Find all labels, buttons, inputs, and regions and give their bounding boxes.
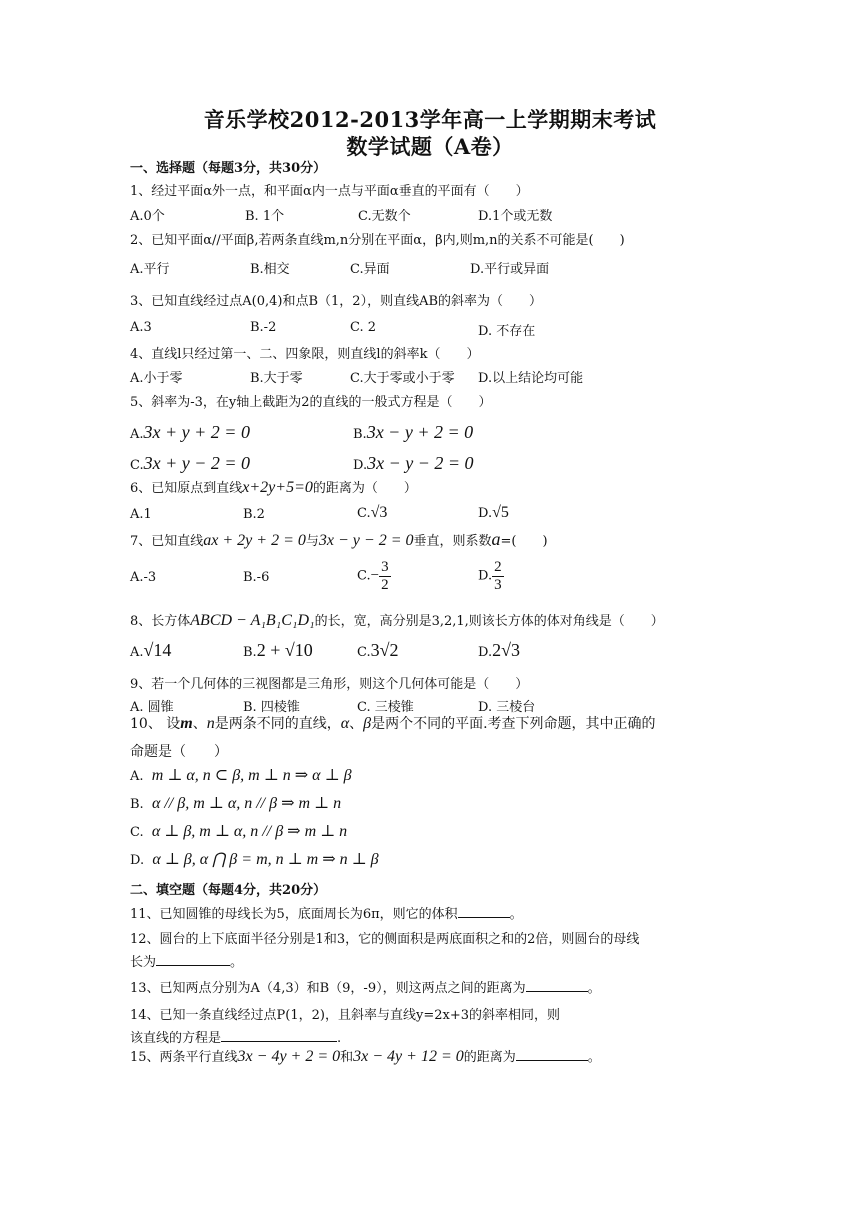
- q7-var: a: [491, 529, 501, 549]
- q5-option-c-eq: 3x + y − 2 = 0: [143, 453, 251, 473]
- q10-option-c-label: C.: [130, 825, 144, 840]
- q12-answer-blank[interactable]: [156, 953, 230, 966]
- q8-option-b-label: B.: [243, 645, 257, 660]
- q6-stem-pre: 6、已知原点到直线: [130, 481, 243, 496]
- q12-line2: [130, 951, 243, 970]
- q2-option-b: B.相交: [250, 262, 290, 277]
- q8-stem: [130, 610, 664, 630]
- q7-stem-pre: 7、已知直线: [130, 534, 204, 549]
- q7-stem: [130, 529, 548, 550]
- q11-post: 。: [509, 907, 523, 922]
- q10-var-m: m: [180, 715, 193, 732]
- q2-option-c: C.异面: [350, 262, 390, 277]
- q8-stem-post: 的长，宽，高分别是3,2,1,则该长方体的体对角线是（ ）: [314, 614, 664, 629]
- q6-option-c-val: √3: [370, 504, 388, 521]
- q10-option-a-expr: m ⊥ α, n ⊂ β, m ⊥ n ⇒ α ⊥ β: [151, 767, 352, 784]
- q10-option-b-label: B.: [130, 797, 144, 812]
- q5-option-a-label: A.: [130, 427, 144, 442]
- q10-option-d: [130, 849, 379, 869]
- q6-stem: [130, 477, 417, 497]
- q1-option-b: B. 1个: [245, 209, 285, 224]
- q11: [130, 903, 523, 922]
- q11-answer-blank[interactable]: [458, 905, 510, 918]
- q8-option-d-val: 2√3: [492, 640, 520, 660]
- q7-option-d-fraction: [492, 559, 504, 593]
- q10-beta: β: [363, 715, 372, 732]
- section2-heading: 二、填空题（每题4分，共20分）: [130, 883, 327, 898]
- q8-option-c: [357, 640, 399, 661]
- q9-stem: 9、若一个几何体的三视图都是三角形，则这个几何体可能是（ ）: [130, 677, 529, 692]
- q3-stem: 3、已知直线经过点A(0,4)和点B（1，2），则直线AB的斜率为（ ）: [130, 294, 543, 309]
- q4-option-a: A.小于零: [130, 371, 183, 386]
- q1-stem: 1、经过平面α外一点，和平面α内一点与平面α垂直的平面有（ ）: [130, 184, 529, 199]
- q15: [130, 1046, 601, 1066]
- q14-post: .: [337, 1031, 342, 1046]
- q9-option-b: B. 四棱锥: [243, 700, 300, 715]
- exam-subtitle: 数学试题（A卷）: [346, 134, 514, 159]
- q7-stem-post1: 垂直，则系数: [413, 534, 492, 549]
- q2-option-a: A.平行: [130, 262, 170, 277]
- q5-stem: 5、斜率为-3，在y轴上截距为2的直线的一般式方程是（ ）: [130, 395, 492, 410]
- q3-option-d: D. 不存在: [478, 324, 536, 339]
- q6-option-d-label: D.: [478, 506, 493, 521]
- q5-option-c: [130, 453, 250, 474]
- q9-option-d: D. 三棱台: [478, 700, 536, 715]
- q15-eq2: 3x − 4y + 12 = 0: [353, 1048, 464, 1065]
- q10-stem: [130, 713, 656, 733]
- q10-option-c-expr: α ⊥ β, m ⊥ α, n // β ⇒ m ⊥ n: [151, 823, 348, 840]
- q7-option-d-num: 2: [494, 559, 502, 575]
- q7-stem-post2: =( ): [500, 534, 548, 549]
- q8-option-d: [478, 640, 520, 661]
- q7-option-c-sign: −: [370, 567, 380, 584]
- q10-option-d-label: D.: [130, 853, 145, 868]
- q7-option-d-label: D.: [478, 568, 493, 584]
- q5-option-d: [353, 453, 474, 474]
- q8-option-a: [130, 640, 171, 661]
- q14-answer-blank[interactable]: [221, 1029, 337, 1042]
- q13-answer-blank[interactable]: [526, 979, 588, 992]
- q13-post: 。: [587, 981, 601, 996]
- q14-line1: 14、已知一条直线经过点P(1，2)，且斜率与直线y=2x+3的斜率相同，则: [130, 1008, 560, 1023]
- q7-option-c-label: C.: [357, 568, 371, 584]
- q8-option-a-label: A.: [130, 645, 144, 660]
- q10-option-a: [130, 765, 352, 785]
- exam-title: 音乐学校2012-2013学年高一上学期期末考试: [203, 107, 657, 132]
- q11-text: 11、已知圆锥的母线长为5，底面周长为6π，则它的体积: [130, 907, 458, 922]
- q8-stem-pre: 8、长方体: [130, 614, 191, 629]
- q15-post1: 的距离为: [463, 1050, 516, 1065]
- q10-option-c: [130, 821, 347, 841]
- q10-option-d-expr: α ⊥ β, α ⋂ β = m, n ⊥ m ⇒ n ⊥ β: [152, 851, 379, 868]
- q7-option-c: [357, 559, 391, 593]
- q13: [130, 977, 601, 996]
- q10-stem-post: 是两个不同的平面.考查下列命题，其中正确的: [371, 716, 656, 732]
- q1-option-d: D.1个或无数: [478, 209, 553, 224]
- q15-mid: 和: [340, 1050, 354, 1065]
- q6-option-a: A.1: [130, 507, 152, 522]
- q7-option-d-den: 3: [494, 576, 502, 593]
- q3-option-c: C. 2: [350, 320, 377, 335]
- q15-post2: 。: [587, 1050, 601, 1065]
- q6-option-c-label: C.: [357, 506, 371, 521]
- q10-stem-pre: 10、 设: [130, 716, 181, 732]
- q10-option-a-label: A.: [130, 769, 144, 784]
- q6-option-d: [478, 504, 509, 522]
- q10-option-b: [130, 793, 341, 813]
- q4-option-b: B.大于零: [250, 371, 303, 386]
- q5-option-b-eq: 3x − y + 2 = 0: [366, 422, 474, 442]
- q10-stem-line2: 命题是（ ）: [130, 744, 228, 760]
- q4-option-d: D.以上结论均可能: [478, 371, 584, 386]
- q15-pre: 15、两条平行直线: [130, 1050, 238, 1065]
- q10-sep2: 、: [349, 716, 364, 732]
- q8-solid: ABCD − A₁B₁C₁D₁: [190, 612, 315, 629]
- q10-alpha: α: [340, 715, 350, 732]
- q14-line2-text: 该直线的方程是: [130, 1031, 222, 1046]
- q8-option-d-label: D.: [478, 645, 493, 660]
- q5-option-d-label: D.: [353, 458, 368, 473]
- q10-option-b-expr: α // β, m ⊥ α, n // β ⇒ m ⊥ n: [151, 795, 342, 812]
- q12-line2-text: 长为: [130, 955, 157, 970]
- q5-option-b: [353, 422, 473, 443]
- q4-option-c: C.大于零或小于零: [350, 371, 455, 386]
- q14-line2: [130, 1027, 341, 1046]
- q15-eq1: 3x − 4y + 2 = 0: [237, 1048, 341, 1065]
- q1-option-a: A.0个: [130, 209, 165, 224]
- q3-option-a: A.3: [130, 320, 152, 335]
- q15-answer-blank[interactable]: [516, 1048, 588, 1061]
- q8-option-a-val: √14: [143, 640, 172, 660]
- q10-var-n: n: [206, 715, 215, 732]
- q5-option-d-eq: 3x − y − 2 = 0: [367, 453, 474, 473]
- q12-line1: 12、圆台的上下底面半径分别是1和3，它的侧面积是两底面积之和的2倍，则圆台的母线: [130, 932, 640, 947]
- q6-stem-eq: x+2y+5=0: [242, 479, 313, 496]
- q6-option-d-val: √5: [492, 504, 509, 521]
- q2-option-d: D.平行或异面: [470, 262, 550, 277]
- q8-option-c-val: 3√2: [370, 640, 399, 660]
- q2-stem: 2、已知平面α//平面β,若两条直线m,n分别在平面α，β内,则m,n的关系不可能是( ): [130, 233, 625, 248]
- q7-option-c-num: 3: [381, 559, 389, 575]
- q7-option-d: [478, 559, 504, 593]
- q7-option-c-fraction: [379, 559, 391, 593]
- q8-option-b: [243, 640, 313, 661]
- q12-post: 。: [230, 955, 244, 970]
- q10-sep1: 、: [192, 716, 207, 732]
- section1-heading: 一、选择题（每题3分，共30分）: [130, 161, 327, 176]
- q6-option-c: [357, 504, 387, 522]
- q7-eq2: 3x − y − 2 = 0: [318, 532, 414, 549]
- q7-option-c-den: 2: [381, 576, 389, 593]
- q5-option-a-eq: 3x + y + 2 = 0: [143, 422, 250, 442]
- q7-option-a: A.-3: [130, 570, 157, 585]
- q6-stem-post: 的距离为（ ）: [312, 481, 417, 496]
- q6-option-b: B.2: [243, 507, 265, 522]
- q10-stem-mid: 是两条不同的直线，: [214, 716, 341, 732]
- q5-option-a: [130, 422, 250, 443]
- q5-option-c-label: C.: [130, 458, 144, 473]
- q7-option-b: B.-6: [243, 570, 270, 585]
- q4-stem: 4、直线l只经过第一、二、四象限，则直线l的斜率k（ ）: [130, 347, 480, 362]
- q8-option-c-label: C.: [357, 645, 371, 660]
- q13-text: 13、已知两点分别为A（4,3）和B（9，-9），则这两点之间的距离为: [130, 981, 526, 996]
- q1-option-c: C.无数个: [358, 209, 411, 224]
- q7-mid: 与: [305, 534, 319, 549]
- q3-option-b: B.-2: [250, 320, 277, 335]
- q9-option-a: A. 圆锥: [130, 700, 174, 715]
- q9-option-c: C. 三棱锥: [357, 700, 414, 715]
- q5-option-b-label: B.: [353, 427, 367, 442]
- q7-eq1: ax + 2y + 2 = 0: [203, 532, 306, 549]
- q8-option-b-val: 2 + √10: [256, 640, 313, 660]
